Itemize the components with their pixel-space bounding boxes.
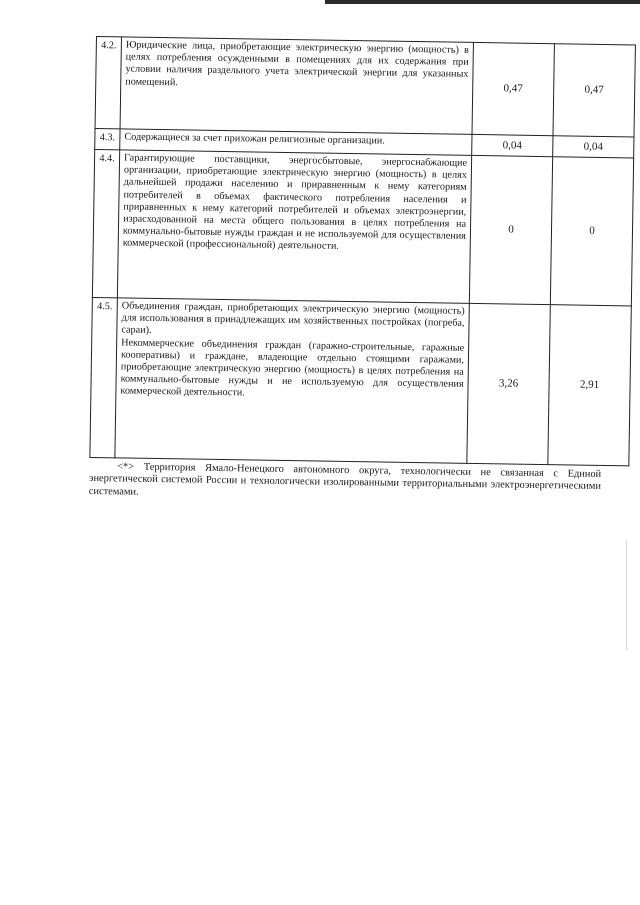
value-col-2: 0 — [550, 157, 633, 306]
row-description: Гарантирующие поставщики, энергосбытовые, энергоснабжающие организации, приобретающие электрическую энергию (мощность) в целях дальнейшей продажи населению и приравненным к нему категориям потребителей в объемах фактического потребления населения и приравненных к нему категорий потребителей и объемах электроэнергии, израсходованной на места общего пользования в целях потребления на коммунально-бытовые нужды граждан и не используемой для осуществления коммерческой (профессиональной) деятельности. — [117, 150, 471, 304]
row-description — [115, 298, 469, 464]
row-number: 4.5. — [90, 297, 118, 457]
value-col-2: 2,91 — [548, 305, 632, 466]
value-col-1: 0,47 — [472, 42, 554, 135]
row-description: Юридические лица, приобретающие электрическую энергию (мощность) в целях потребления осужденными в помещениях для их содержания при условии наличия раздельного учета электрической энергии для указанных помещений. — [120, 37, 473, 135]
scan-top-edge — [325, 0, 640, 4]
document-page — [89, 36, 608, 506]
table-row — [95, 37, 635, 137]
table-row — [92, 149, 633, 305]
row-number: 4.2. — [95, 37, 121, 129]
footnote-marker: <*> — [117, 461, 135, 473]
footnote — [89, 461, 602, 506]
table-row — [90, 297, 631, 465]
row-description-part-1: Объединения граждан, приобретающих электрическую энергию (мощность) для использования в принадлежащих им хозяйственных постройках (погреба, сараи). — [121, 300, 465, 337]
value-col-2: 0,04 — [553, 136, 634, 158]
value-col-1: 0,04 — [472, 134, 553, 156]
value-col-1: 3,26 — [467, 303, 551, 464]
footnote-text: Территория Ямало-Ненецкого автономного округа, технологически не связанная с Единой энергетической системой России и технологически изолированными территориальными электроэнергетическими системами. — [88, 461, 602, 498]
value-col-1: 0 — [469, 155, 552, 304]
row-description-part-2: Некоммерческие объединения граждан (гаражно-строительные, гаражные кооперативы) и граждане, владеющие отдельно стоящими гаражами, приобретающие электрическую энергию (мощность) в целях потребления на коммунально-бытовые нужды и не используемую для осуществления коммерческой деятельности. — [120, 337, 465, 399]
tariff-table — [89, 36, 636, 466]
row-number: 4.3. — [95, 128, 120, 149]
row-number: 4.4. — [92, 149, 119, 297]
row-description: Содержащиеся за счет прихожан религиозные организации. — [120, 129, 472, 156]
value-col-2: 0,47 — [553, 44, 635, 137]
scan-edge-mark — [626, 540, 627, 650]
